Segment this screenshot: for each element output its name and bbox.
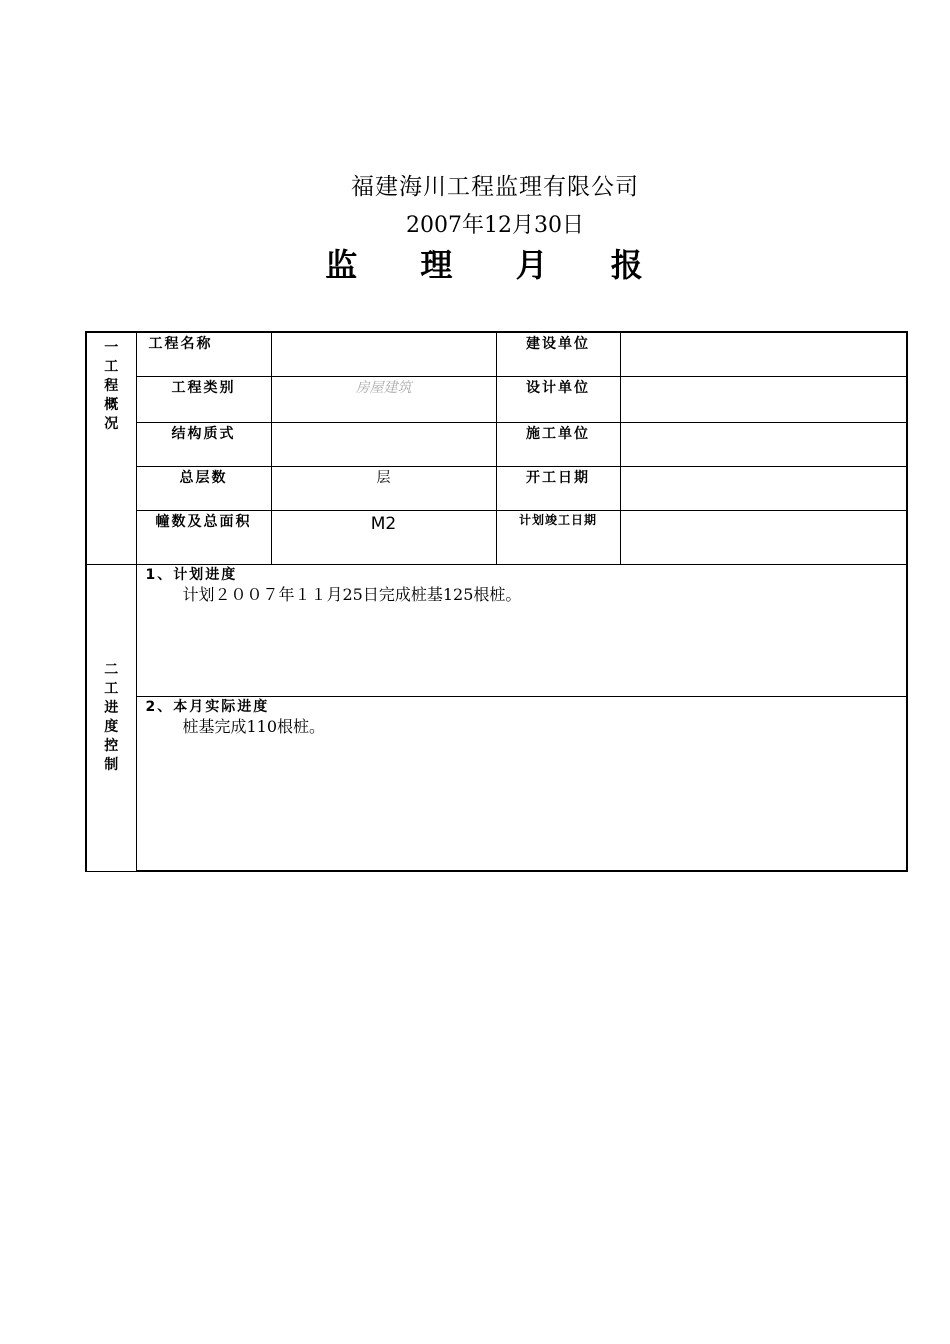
total-floors-label: 总层数 xyxy=(136,466,271,510)
progress-row-actual xyxy=(86,696,907,871)
project-name-value xyxy=(271,332,496,376)
owner-unit-label: 建设单位 xyxy=(496,332,620,376)
progress-row-planned xyxy=(86,564,907,696)
structure-type-value xyxy=(271,422,496,466)
overview-row-area xyxy=(86,510,907,564)
actual-progress-heading: 2、本月实际进度 xyxy=(145,698,270,715)
start-date-value xyxy=(620,466,907,510)
project-type-label: 工程类别 xyxy=(136,376,271,422)
project-type-value: 房屋建筑 xyxy=(271,376,496,422)
construction-unit-label: 施工单位 xyxy=(496,422,620,466)
project-name-label: 工程名称 xyxy=(136,332,271,376)
start-date-label: 开工日期 xyxy=(496,466,620,510)
report-date: 2007年12月30日 xyxy=(406,213,584,238)
overview-row-project-type xyxy=(86,376,907,422)
actual-progress-text: 桩基完成110根桩。 xyxy=(182,716,326,736)
company-name: 福建海川工程监理有限公司 xyxy=(351,174,639,200)
monthly-report-table xyxy=(85,331,908,872)
planned-progress-text: 计划２００７年１１月25日完成桩基125根桩。 xyxy=(182,584,522,604)
progress-section-label: 二工进度控制 xyxy=(86,564,136,871)
total-floors-value: 层 xyxy=(271,466,496,510)
planned-progress-heading: 1、计划进度 xyxy=(145,566,238,583)
planned-completion-label: 计划竣工日期 xyxy=(496,510,620,564)
overview-row-floors xyxy=(86,466,907,510)
report-title: 监 理 月 报 xyxy=(325,246,669,284)
overview-row-structure xyxy=(86,422,907,466)
actual-progress-cell xyxy=(136,696,907,871)
construction-unit-value xyxy=(620,422,907,466)
design-unit-label: 设计单位 xyxy=(496,376,620,422)
overview-section-label: 一工程概况 xyxy=(86,332,136,564)
buildings-area-label: 幢数及总面积 xyxy=(136,510,271,564)
planned-progress-cell xyxy=(136,564,907,696)
buildings-area-value: M2 xyxy=(271,510,496,564)
overview-row-project-name xyxy=(86,332,907,376)
planned-completion-value xyxy=(620,510,907,564)
design-unit-value xyxy=(620,376,907,422)
structure-type-label: 结构质式 xyxy=(136,422,271,466)
owner-unit-value xyxy=(620,332,907,376)
